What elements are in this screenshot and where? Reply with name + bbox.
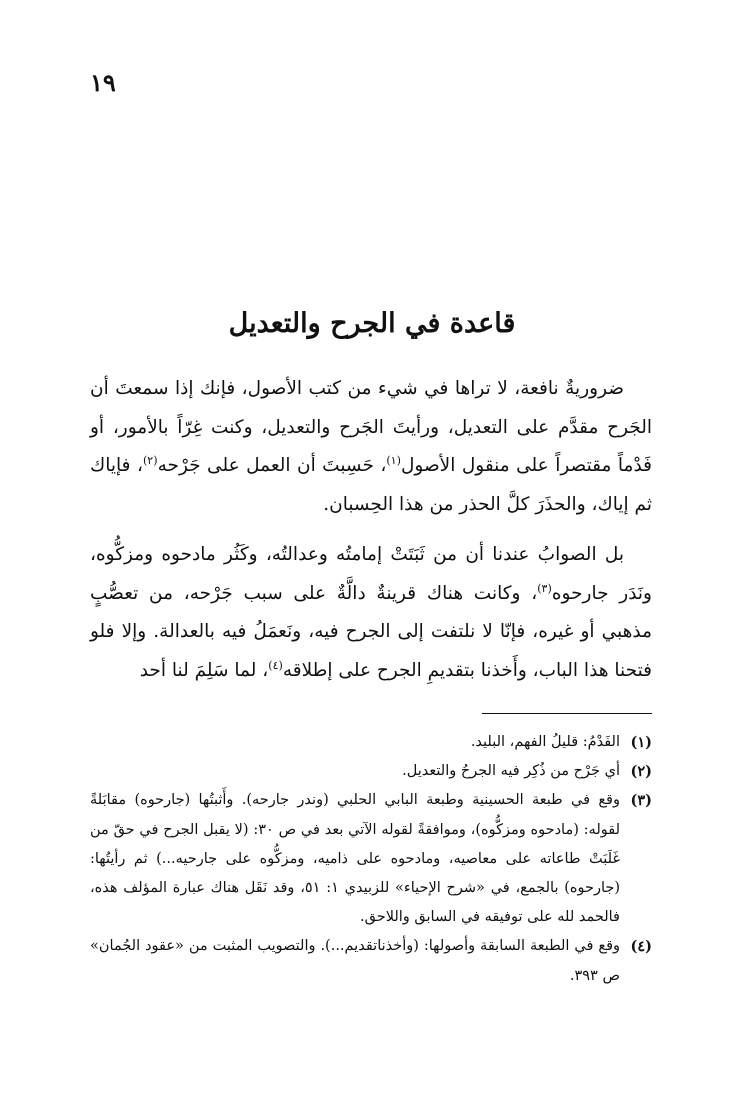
footnote-2 [90, 757, 652, 786]
footnote-1 [90, 728, 652, 757]
paragraph-2-text-2: ، وكانت هناك قرينةٌ دالَّةٌ على سبب جَرْحه، من تعصُّبٍ مذهبي أو غيره، فإنّا لا نلتفت إلى الجرح فيه، ونَعمَلُ فيه بالعدالة. وإلا فلو فتحنا هذا الباب، وأَخذنا بتقديمِ الجرح على إطلاقه [90, 582, 652, 681]
paragraph-1-text-3: ، فإياك ثم إياك، والحذَرَ كلَّ الحذر من هذا الحِسبان. [90, 455, 652, 515]
page-number: ١٩ [90, 68, 116, 97]
paragraph-2-text-3: ، لما سَلِمَ لنا أحد [139, 659, 269, 681]
footnote-number: (٢) [630, 763, 652, 781]
paragraph-1-text-2: ، حَسِبتَ أن العمل على جَرْحه [157, 455, 387, 476]
footnote-separator [482, 713, 652, 714]
footnote-3 [90, 786, 652, 932]
paragraph-1-text-1: ضروريةٌ نافعة، لا تراها في شيء من كتب الأصول، فإنك إذا سمعتَ أن الجَرح مقدَّم على التعديل، ورأيتَ الجَرح والتعديل، وكنت غِرّاً بالأمور، أو فَدْماً مقتصراً على منقول الأصول [90, 378, 653, 476]
footnotes [90, 728, 652, 991]
footnote-4 [90, 932, 652, 990]
footnote-text: وقع في طبعة الحسينية وطبعة البابي الحلبي (وندر جارحه). وأَثبتُها (جارحوه) مقابَلةً لقوله: (مادحوه ومزكُّوه)، وموافقةً لقوله الآتي بعد في ص ٣٠: (لا يقبل الجرح في حقّ من غَلَبَتْ طاعاته على معاصيه، ومادحوه على ذاميه، ومزكُّوه على جارحيه...) ثم رأيتُها: (جارحوه) بالجمع، في «شرح الإحياء» للزبيدي ١: ٥١، وقد نَقَل هناك عبارة المؤلف هذه، فالحمد لله على توفيقه في السابق واللاحق. [90, 792, 620, 926]
main-text [90, 370, 652, 702]
paragraph-2-text-1: بل الصوابُ عندنا أن من ثَبَتَتْ إمامتُه وعدالتُه، وكَثُر مادحوه ومزكُّوه، ونَدَر جارحوه [90, 544, 652, 604]
footnote-ref-4: (٤) [268, 658, 283, 672]
paragraph-1 [90, 370, 652, 524]
footnote-number: (٤) [630, 938, 652, 956]
footnote-ref-2: (٢) [142, 453, 158, 467]
footnote-number: (٣) [630, 792, 652, 810]
paragraph-2 [90, 536, 652, 690]
footnote-number: (١) [630, 734, 652, 751]
footnote-text: أي جَرْح من ذُكِر فيه الجرحُ والتعديل. [402, 763, 620, 780]
footnote-ref-1: (١) [386, 453, 401, 467]
footnote-ref-3: (٣) [537, 581, 552, 595]
footnote-text: وقع في الطبعة السابقة وأصولها: (وأخذناتقديم...). والتصويب المثبت من «عقود الجُمان» ص ٣٩٣. [90, 938, 620, 984]
section-title: قاعدة في الجرح والتعديل [228, 308, 516, 339]
footnote-text: الفَدْمُ: قليلُ الفهم، البليد. [470, 734, 620, 750]
